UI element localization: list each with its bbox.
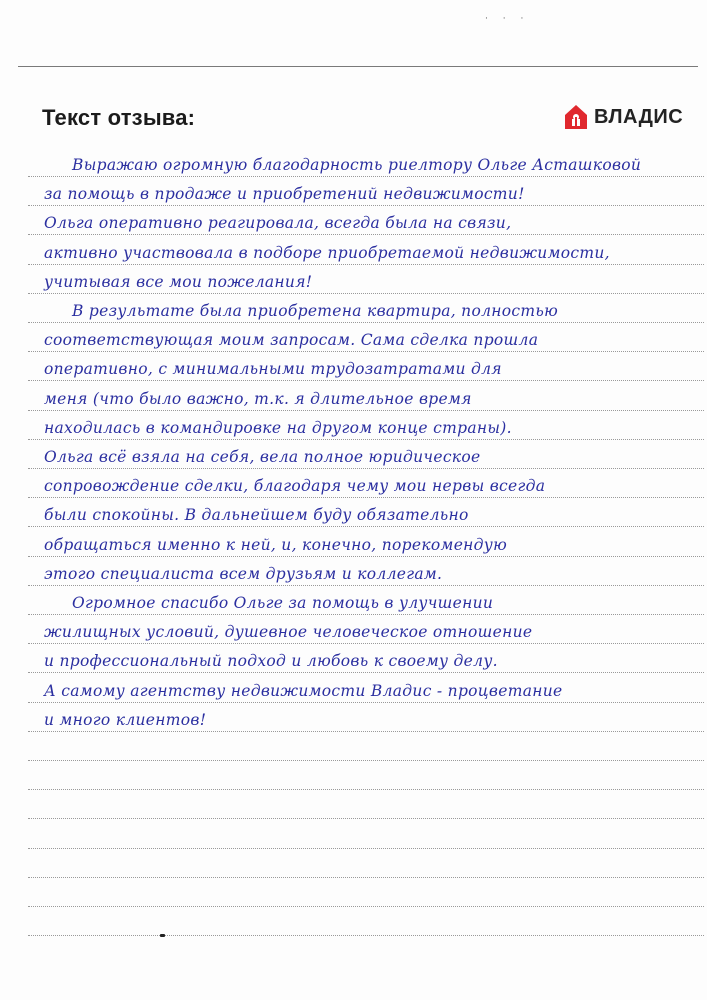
review-line: оперативно, с минимальными трудозатратами для — [44, 360, 502, 379]
ruled-line — [28, 410, 704, 411]
ruled-line — [28, 526, 704, 527]
ruled-line — [28, 731, 704, 732]
scan-specks: · · · — [485, 14, 530, 24]
review-line: Выражаю огромную благодарность риелтору Ольге Асташковой — [72, 156, 642, 174]
review-line: А самому агентству недвижимости Владис - процветание — [44, 681, 563, 700]
page-title: Текст отзыва: — [42, 105, 196, 130]
scan-mark — [160, 934, 165, 937]
ruled-line — [28, 264, 704, 265]
ruled-line — [28, 585, 704, 586]
ruled-line — [28, 672, 704, 673]
review-line: В результате была приобретена квартира, полностью — [72, 302, 559, 320]
ruled-line — [28, 293, 704, 294]
top-divider — [18, 66, 698, 67]
review-line: сопровождение сделки, благодаря чему мои нервы всегда — [44, 477, 546, 496]
ruled-line — [28, 906, 704, 907]
review-line: учитывая все мои пожелания! — [44, 272, 313, 291]
ruled-line — [28, 351, 704, 352]
ruled-line — [28, 439, 704, 440]
review-line: соответствующая моим запросам. Сама сделка прошла — [44, 331, 539, 350]
ruled-line — [28, 935, 704, 936]
ruled-line — [28, 614, 704, 615]
ruled-line — [28, 497, 704, 498]
review-line: за помощь в продаже и приобретений недвижимости! — [44, 185, 525, 204]
review-line: активно участвовала в подборе приобретаемой недвижимости, — [44, 243, 610, 262]
house-icon — [564, 104, 588, 130]
ruled-line — [28, 877, 704, 878]
review-line: Ольга оперативно реагировала, всегда была на связи, — [44, 214, 512, 233]
ruled-line — [28, 556, 704, 557]
review-line: обращаться именно к ней, и, конечно, порекомендую — [44, 535, 508, 554]
ruled-line — [28, 818, 704, 819]
ruled-line — [28, 643, 704, 644]
ruled-line — [28, 848, 704, 849]
review-line: Ольга всё взяла на себя, вела полное юридическое — [44, 448, 481, 466]
review-line: Огромное спасибо Ольге за помощь в улучшении — [72, 594, 494, 612]
ruled-line — [28, 176, 704, 177]
review-line: и много клиентов! — [44, 710, 207, 729]
brand-name: ВЛАДИС — [594, 105, 684, 128]
review-line: этого специалиста всем друзьям и коллегам. — [44, 564, 443, 583]
ruled-line — [28, 205, 704, 206]
ruled-line — [28, 789, 704, 790]
ruled-line — [28, 760, 704, 761]
review-line: меня (что было важно, т.к. я длительное время — [44, 389, 472, 408]
ruled-line — [28, 234, 704, 235]
review-line: жилищных условий, душевное человеческое отношение — [44, 623, 533, 642]
ruled-line — [28, 380, 704, 381]
review-line: и профессиональный подход и любовь к своему делу. — [44, 652, 498, 671]
ruled-line — [28, 468, 704, 469]
ruled-line — [28, 322, 704, 323]
review-line: находилась в командировке на другом конце страны). — [44, 418, 512, 437]
brand-logo — [564, 103, 683, 131]
ruled-line — [28, 702, 704, 703]
review-line: были спокойны. В дальнейшем буду обязательно — [44, 506, 469, 525]
